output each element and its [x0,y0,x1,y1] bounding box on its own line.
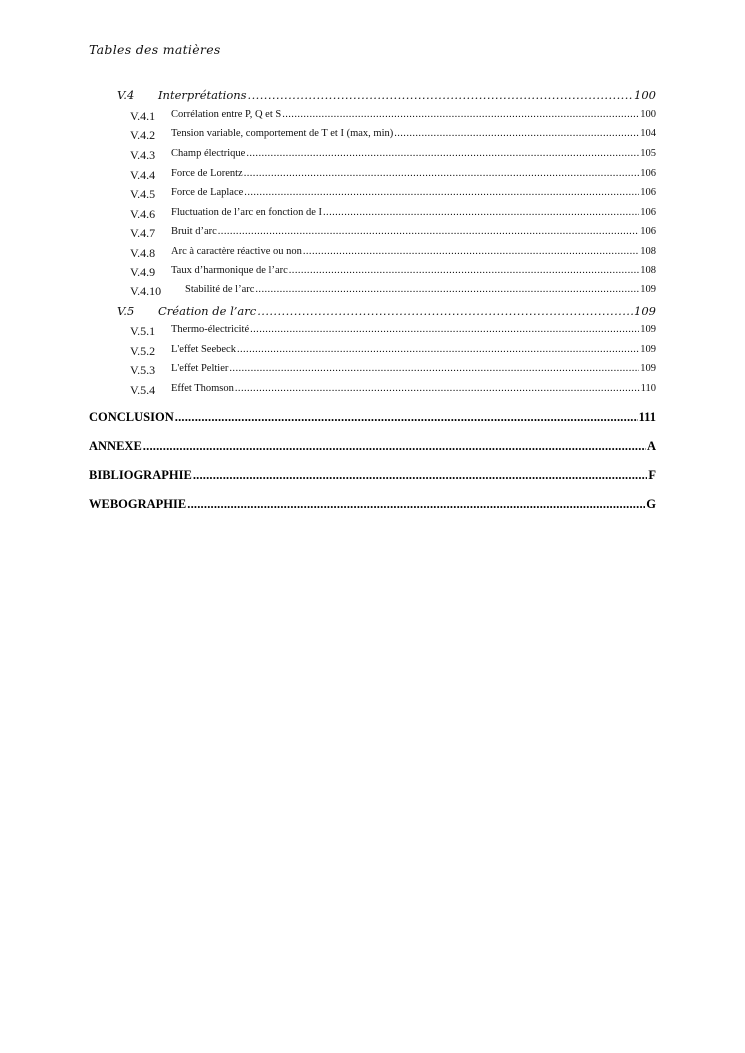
toc-chapter-bibliographie[interactable] [0,468,745,484]
item-title: Tension variable, comportement de T et I (max, min) [171,128,394,139]
toc-item-v4-9[interactable] [0,265,745,281]
toc-item-v5-2[interactable] [0,344,745,360]
toc-item-v4-1[interactable] [0,109,745,125]
section-number: V.4 [117,88,135,102]
toc-chapter-annexe[interactable] [0,439,745,455]
page-number: A [646,439,656,453]
toc-chapter-webographie[interactable] [0,497,745,513]
item-title: Effet Thomson [171,383,234,394]
item-entry [185,284,656,295]
dot-leader [257,304,633,318]
item-entry [171,246,656,257]
item-entry [171,207,656,218]
page-number: 108 [640,265,656,276]
toc-item-v4-7[interactable] [0,226,745,242]
toc-item-v5-1[interactable] [0,324,745,340]
item-title: Thermo-électricité [171,324,250,335]
page-number: 111 [638,410,656,424]
item-title: L'effet Peltier [171,363,229,374]
chapter-title: BIBLIOGRAPHIE [89,468,192,482]
item-number: V.5.3 [130,363,156,377]
item-entry [171,168,656,179]
page-number: 104 [640,128,656,139]
item-entry [171,226,656,237]
item-number: V.4.6 [130,207,156,221]
item-number: V.4.5 [130,187,156,201]
item-number: V.4.7 [130,226,156,240]
page-number: F [648,468,656,482]
page-number: 110 [640,383,656,394]
item-number: V.5.1 [130,324,156,338]
item-title: Force de Lorentz [171,168,243,179]
section-number: V.5 [117,304,135,318]
page-number: 109 [640,344,656,355]
dot-leader [237,344,639,355]
page-number: 105 [640,148,656,159]
dot-leader [303,246,639,257]
toc-item-v4-5[interactable] [0,187,745,203]
toc-item-v4-8[interactable] [0,246,745,262]
page-number: 106 [640,207,656,218]
page-number: 108 [640,246,656,257]
dot-leader [394,128,639,139]
item-number: V.5.4 [130,383,156,397]
item-entry [171,128,656,139]
item-title: Bruit d’arc [171,226,217,237]
dot-leader [250,324,639,335]
dot-leader [235,383,640,394]
page-number: 106 [640,168,656,179]
toc-section-v5[interactable] [0,304,745,320]
page-number: 106 [640,187,656,198]
chapter-entry [89,468,656,483]
item-title: L'effet Seebeck [171,344,236,355]
item-title: Taux d’harmonique de l’arc [171,265,288,276]
item-number: V.4.1 [130,109,156,123]
page-number: 109 [634,304,656,318]
dot-leader [244,168,640,179]
toc-item-v4-6[interactable] [0,207,745,223]
toc-item-v4-4[interactable] [0,168,745,184]
chapter-title: ANNEXE [89,439,142,453]
dot-leader [218,226,639,237]
page-number: 106 [640,226,656,237]
item-title: Corrélation entre P, Q et S [171,109,282,120]
toc-item-v4-3[interactable] [0,148,745,164]
toc-item-v5-3[interactable] [0,363,745,379]
item-title: Stabilité de l’arc [185,284,255,295]
chapter-title: WEBOGRAPHIE [89,497,187,511]
toc-section-v4[interactable] [0,88,745,104]
item-entry [171,187,656,198]
dot-leader [248,88,634,102]
item-title: Fluctuation de l’arc en fonction de I [171,207,323,218]
toc-item-v4-2[interactable] [0,128,745,144]
item-number: V.4.2 [130,128,156,142]
dot-leader [323,207,639,218]
section-title: Création de l’arc [158,304,257,318]
dot-leader [229,363,639,374]
dot-leader [175,410,638,425]
dot-leader [289,265,639,276]
dot-leader [255,284,639,295]
item-entry [171,324,656,335]
item-entry [171,265,656,276]
page-number: 109 [640,324,656,335]
toc-item-v4-10[interactable] [0,284,745,300]
item-number: V.5.2 [130,344,156,358]
page-number: 100 [634,88,656,102]
dot-leader [143,439,646,454]
toc-chapter-conclusion[interactable] [0,410,745,426]
item-number: V.4.3 [130,148,156,162]
item-title: Arc à caractère réactive ou non [171,246,302,257]
item-entry [171,148,656,159]
item-number: V.4.10 [130,284,162,298]
page-number: 109 [640,284,656,295]
item-entry [171,363,656,374]
item-entry [171,344,656,355]
page-number: 100 [640,109,656,120]
dot-leader [187,497,645,512]
section-entry [158,88,656,102]
item-entry [171,383,656,394]
dot-leader [193,468,648,483]
page-number: G [646,497,656,511]
item-number: V.4.4 [130,168,156,182]
chapter-entry [89,439,656,454]
item-number: V.4.9 [130,265,156,279]
toc-item-v5-4[interactable] [0,383,745,399]
item-title: Champ électrique [171,148,246,159]
dot-leader [246,148,639,159]
chapter-entry [89,497,656,512]
page-number: 109 [640,363,656,374]
page-header: Tables des matières [89,42,221,57]
item-entry [171,109,656,120]
section-title: Interprétations [158,88,247,102]
item-number: V.4.8 [130,246,156,260]
chapter-title: CONCLUSION [89,410,174,424]
item-title: Force de Laplace [171,187,244,198]
dot-leader [244,187,639,198]
dot-leader [282,109,639,120]
chapter-entry [89,410,656,425]
section-entry [158,304,656,318]
